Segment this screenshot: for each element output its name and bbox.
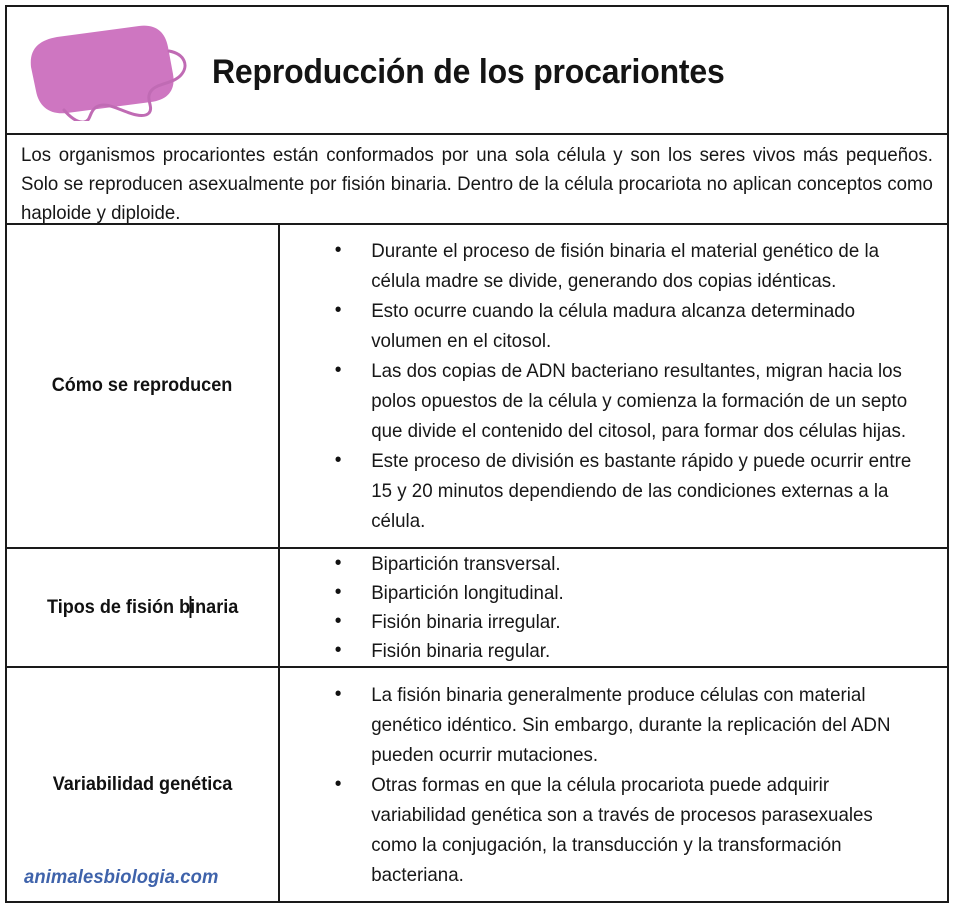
- list-item: • Otras formas en que la célula procariota puede adquirir variabilidad genética son a través de procesos parasexuales como la conjugación, la transducción y la transformación bacteriana.: [280, 770, 913, 890]
- list-item: • Este proceso de división es bastante rápido y puede ocurrir entre 15 y 20 minutos dependiendo de las condiciones externas a la célula.: [280, 446, 913, 536]
- list-item: • Esto ocurre cuando la célula madura alcanza determinado volumen en el citosol.: [280, 296, 913, 356]
- bacterium-with-flagellum-icon: [23, 21, 198, 121]
- row-content-cell: [280, 668, 947, 901]
- row-content-cell: [280, 225, 947, 547]
- list-item: • Durante el proceso de fisión binaria el material genético de la célula madre se divide, generando dos copias idénticas.: [280, 236, 913, 296]
- row-label-cell[interactable]: [7, 549, 280, 666]
- list-item: • Fisión binaria irregular.: [280, 608, 913, 637]
- list-item: • Las dos copias de ADN bacteriano resultantes, migran hacia los polos opuestos de la célula y comienza la formación de un septo que divide el contenido del citosol, para formar dos células hijas.: [280, 356, 913, 446]
- row-label-cell: [7, 225, 280, 547]
- page-title: Reproducción de los procariontes: [212, 53, 725, 91]
- bullet-list: [280, 550, 939, 666]
- bullet-list: [280, 236, 939, 536]
- row-label-text-before-caret: Tipos de fisión b: [46, 597, 190, 618]
- row-label: Variabilidad genética: [52, 773, 233, 795]
- header-band: [7, 7, 947, 135]
- site-watermark: animalesbiologia.com: [24, 867, 219, 888]
- intro-band: [7, 135, 947, 225]
- list-item: • La fisión binaria generalmente produce células con material genético idéntico. Sin embargo, durante la replicación del ADN pueden ocurrir mutaciones.: [280, 680, 913, 770]
- row-label-text-after-caret: inaria: [189, 597, 239, 618]
- table-row: [7, 225, 947, 549]
- table-row: [7, 549, 947, 668]
- intro-paragraph: Los organismos procariontes están conformados por una sola célula y son los seres vivos más pequeños. Solo se reproducen asexualmente por fisión binaria. Dentro de la célula procariota no aplican conceptos como haploide y diploide.: [21, 144, 933, 224]
- bullet-list: [280, 680, 939, 890]
- list-item: • Bipartición transversal.: [280, 550, 913, 579]
- list-item: • Fisión binaria regular.: [280, 637, 913, 666]
- row-label: Cómo se reproducen: [52, 375, 233, 396]
- list-item: • Bipartición longitudinal.: [280, 579, 913, 608]
- content-frame: [5, 5, 949, 903]
- row-content-cell: [280, 549, 947, 666]
- row-label-editable[interactable]: [47, 596, 238, 619]
